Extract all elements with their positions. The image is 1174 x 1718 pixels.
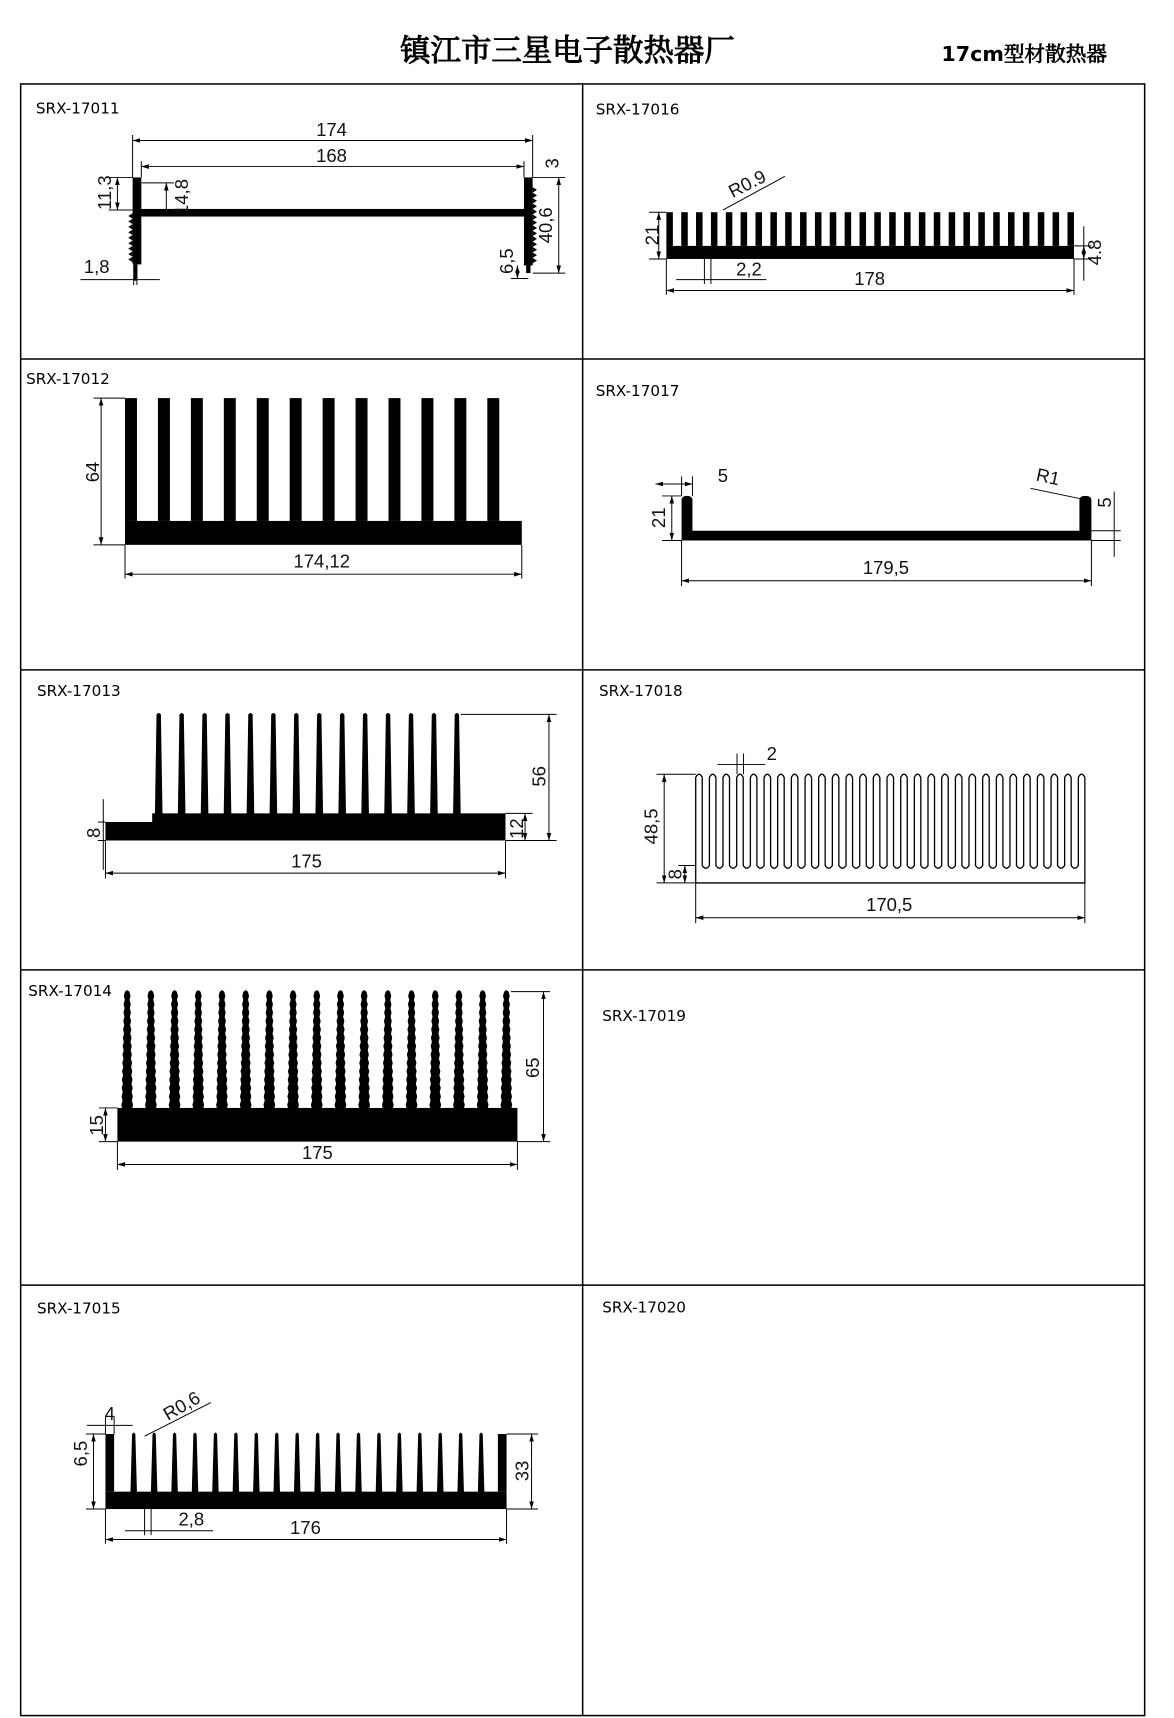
- fin: [453, 990, 465, 1109]
- fin: [338, 713, 346, 815]
- base-plate: [125, 521, 522, 545]
- fin: [358, 990, 370, 1109]
- fin: [726, 212, 733, 246]
- fin: [478, 1432, 485, 1492]
- dimension-label: 2,8: [178, 1508, 205, 1530]
- fin: [711, 212, 718, 246]
- fin: [919, 212, 926, 246]
- fin: [741, 212, 748, 246]
- profile-code: SRX-17015: [36, 1299, 121, 1318]
- fin: [247, 713, 255, 815]
- profile-cell-srx-17011: [36, 99, 565, 285]
- fin: [355, 1432, 362, 1492]
- fin: [287, 990, 299, 1109]
- profile-cell-srx-17016: [596, 100, 1105, 294]
- dimension-label: 174,12: [293, 550, 351, 572]
- profile-code: SRX-17013: [36, 681, 121, 700]
- fin: [437, 1432, 444, 1492]
- fin: [993, 212, 1000, 246]
- dimension-label: 11,3: [93, 175, 115, 210]
- fin: [963, 212, 970, 246]
- fin: [1008, 212, 1015, 246]
- base-plate: [117, 1108, 517, 1142]
- fin: [453, 713, 461, 815]
- fin: [335, 990, 347, 1109]
- base-plate: [137, 209, 526, 217]
- fin: [457, 1432, 464, 1492]
- profile-code: SRX-17014: [28, 981, 112, 1000]
- dimension-label: 14,8: [171, 179, 193, 215]
- dimension-label: 3: [541, 158, 563, 169]
- dimension-label: 40,6: [535, 207, 557, 244]
- dimension-label: 5: [1093, 497, 1115, 508]
- fin: [949, 212, 956, 246]
- fin: [889, 212, 896, 246]
- profile-code: SRX-17020: [602, 1298, 686, 1317]
- dimension-label: 178: [854, 268, 886, 290]
- dimension-label: 6,5: [496, 248, 518, 274]
- right-flange: [524, 177, 533, 265]
- fin: [1067, 212, 1074, 246]
- dimension-label: 21: [641, 224, 663, 246]
- dimension-label: 8: [82, 827, 104, 839]
- dimension-label: R0.9: [724, 165, 770, 202]
- dimension-label: 1,8: [83, 256, 110, 278]
- profile-drawing: [98, 713, 557, 879]
- fin: [335, 1432, 342, 1492]
- radius-leader-r1: [1031, 488, 1083, 499]
- fin: [681, 212, 688, 246]
- fin: [212, 1432, 219, 1492]
- profile-cell-srx-17014: [28, 982, 550, 1170]
- dimension-label: 5: [717, 464, 729, 486]
- fin: [860, 212, 867, 246]
- fin: [216, 990, 228, 1109]
- dimension-label: 4: [104, 1402, 115, 1424]
- left-serration: [128, 213, 132, 262]
- profile-code: SRX-17018: [598, 681, 683, 700]
- base-plate: [105, 1492, 506, 1509]
- fin: [406, 990, 418, 1109]
- dimension-label: 168: [316, 145, 347, 167]
- fin: [125, 398, 137, 521]
- fin: [253, 1432, 260, 1492]
- fin: [294, 1432, 301, 1492]
- page-subtitle: 17cm型材散热器: [941, 42, 1108, 67]
- fin: [978, 212, 985, 246]
- fin: [384, 713, 392, 815]
- fin: [240, 990, 252, 1109]
- fin: [224, 398, 236, 521]
- page-title: 镇江市三星电子散热器厂: [400, 34, 735, 70]
- profile-cell-srx-17012: [26, 370, 522, 579]
- fin: [178, 713, 186, 815]
- dimension-label: R0,6: [159, 1386, 204, 1425]
- fin: [785, 212, 792, 246]
- fin: [145, 990, 157, 1109]
- fin: [389, 398, 401, 521]
- fin: [845, 212, 852, 246]
- dimension-label: 170,5: [866, 894, 913, 916]
- profile-outline: [696, 774, 1085, 883]
- fin: [263, 990, 275, 1109]
- fin: [169, 990, 181, 1109]
- fin: [315, 713, 323, 815]
- fin: [1023, 212, 1030, 246]
- profile-code: SRX-17012: [26, 369, 110, 388]
- fin: [770, 212, 777, 246]
- fin: [323, 398, 335, 521]
- profile-cell-srx-17018: [599, 682, 1085, 923]
- fin: [1038, 212, 1045, 246]
- fin: [270, 713, 278, 815]
- fin: [429, 990, 441, 1109]
- fin: [273, 1432, 280, 1492]
- fin: [500, 990, 512, 1109]
- fin: [1053, 212, 1060, 246]
- dimension-label: 56: [528, 766, 550, 787]
- fin: [874, 212, 881, 246]
- dimension-label: 12: [505, 818, 527, 839]
- dimension-label: 33: [511, 1460, 533, 1482]
- channel-profile: [682, 496, 1092, 541]
- right-flange-tail: [526, 265, 530, 273]
- dimension-label: 4.8: [1084, 239, 1106, 266]
- base-plate: [666, 246, 1074, 259]
- profile-cell-srx-17019: [602, 1007, 686, 1025]
- fin: [314, 1432, 321, 1492]
- fin: [904, 212, 911, 246]
- fin: [934, 212, 941, 246]
- fin: [830, 212, 837, 246]
- fin: [151, 1432, 158, 1492]
- fin: [696, 212, 703, 246]
- catalog-table: [21, 84, 1145, 1716]
- fin: [421, 398, 433, 521]
- fin: [191, 398, 203, 521]
- dimension-label: 174: [316, 119, 347, 141]
- profile-cell-srx-17020: [602, 1298, 686, 1316]
- fin: [233, 1432, 240, 1492]
- dimension-label: 175: [291, 850, 322, 872]
- dimension-label: 179,5: [862, 557, 910, 579]
- profile-cell-srx-17013: [37, 682, 557, 879]
- fin: [487, 398, 499, 521]
- fin: [407, 713, 415, 815]
- dimension-label: 48,5: [640, 808, 662, 845]
- fin: [396, 1432, 403, 1492]
- profile-cell-srx-17017: [596, 382, 1121, 586]
- fin: [815, 212, 822, 246]
- fin: [417, 1432, 424, 1492]
- fin: [257, 398, 269, 521]
- fin: [201, 713, 209, 815]
- base-plate: [105, 813, 505, 840]
- fin: [356, 398, 368, 521]
- left-wall: [105, 1434, 114, 1492]
- dimension-label: 64: [81, 461, 103, 483]
- dimension-label: 6,5: [69, 1440, 91, 1467]
- profile-code: SRX-17019: [602, 1006, 686, 1025]
- fin: [454, 398, 466, 521]
- fin: [192, 1432, 199, 1492]
- fin: [376, 1432, 383, 1492]
- dimension-label: 2,2: [736, 258, 762, 280]
- left-flange: [133, 177, 142, 264]
- fin: [171, 1432, 178, 1492]
- dimension-label: 15: [86, 1115, 108, 1136]
- profile-code: SRX-17017: [595, 381, 680, 400]
- profile-code: SRX-17016: [595, 100, 680, 119]
- profile-cell-srx-17015: [37, 1299, 538, 1543]
- dimension-label: 8: [664, 869, 686, 880]
- fin: [800, 212, 807, 246]
- fin: [666, 212, 673, 246]
- dimension-label: 176: [290, 1517, 321, 1539]
- fin: [755, 212, 762, 246]
- fin: [155, 713, 163, 815]
- fin: [158, 398, 170, 521]
- dimension-label: R1: [1034, 463, 1062, 490]
- dimension-label: 21: [648, 507, 670, 528]
- fin: [290, 398, 302, 521]
- fin: [121, 990, 133, 1109]
- right-wall: [498, 1434, 507, 1492]
- fin: [430, 713, 438, 815]
- dimension-label: 65: [522, 1057, 544, 1078]
- fin: [361, 713, 369, 815]
- profile-code: SRX-17011: [35, 99, 120, 118]
- fin: [192, 990, 204, 1109]
- fin: [130, 1432, 137, 1492]
- fin: [224, 713, 232, 815]
- dimension-label: 2: [766, 743, 777, 765]
- dimension-label: 175: [302, 1142, 333, 1164]
- fin: [477, 990, 489, 1109]
- fin: [311, 990, 323, 1109]
- fin: [293, 713, 301, 815]
- fin: [382, 990, 394, 1109]
